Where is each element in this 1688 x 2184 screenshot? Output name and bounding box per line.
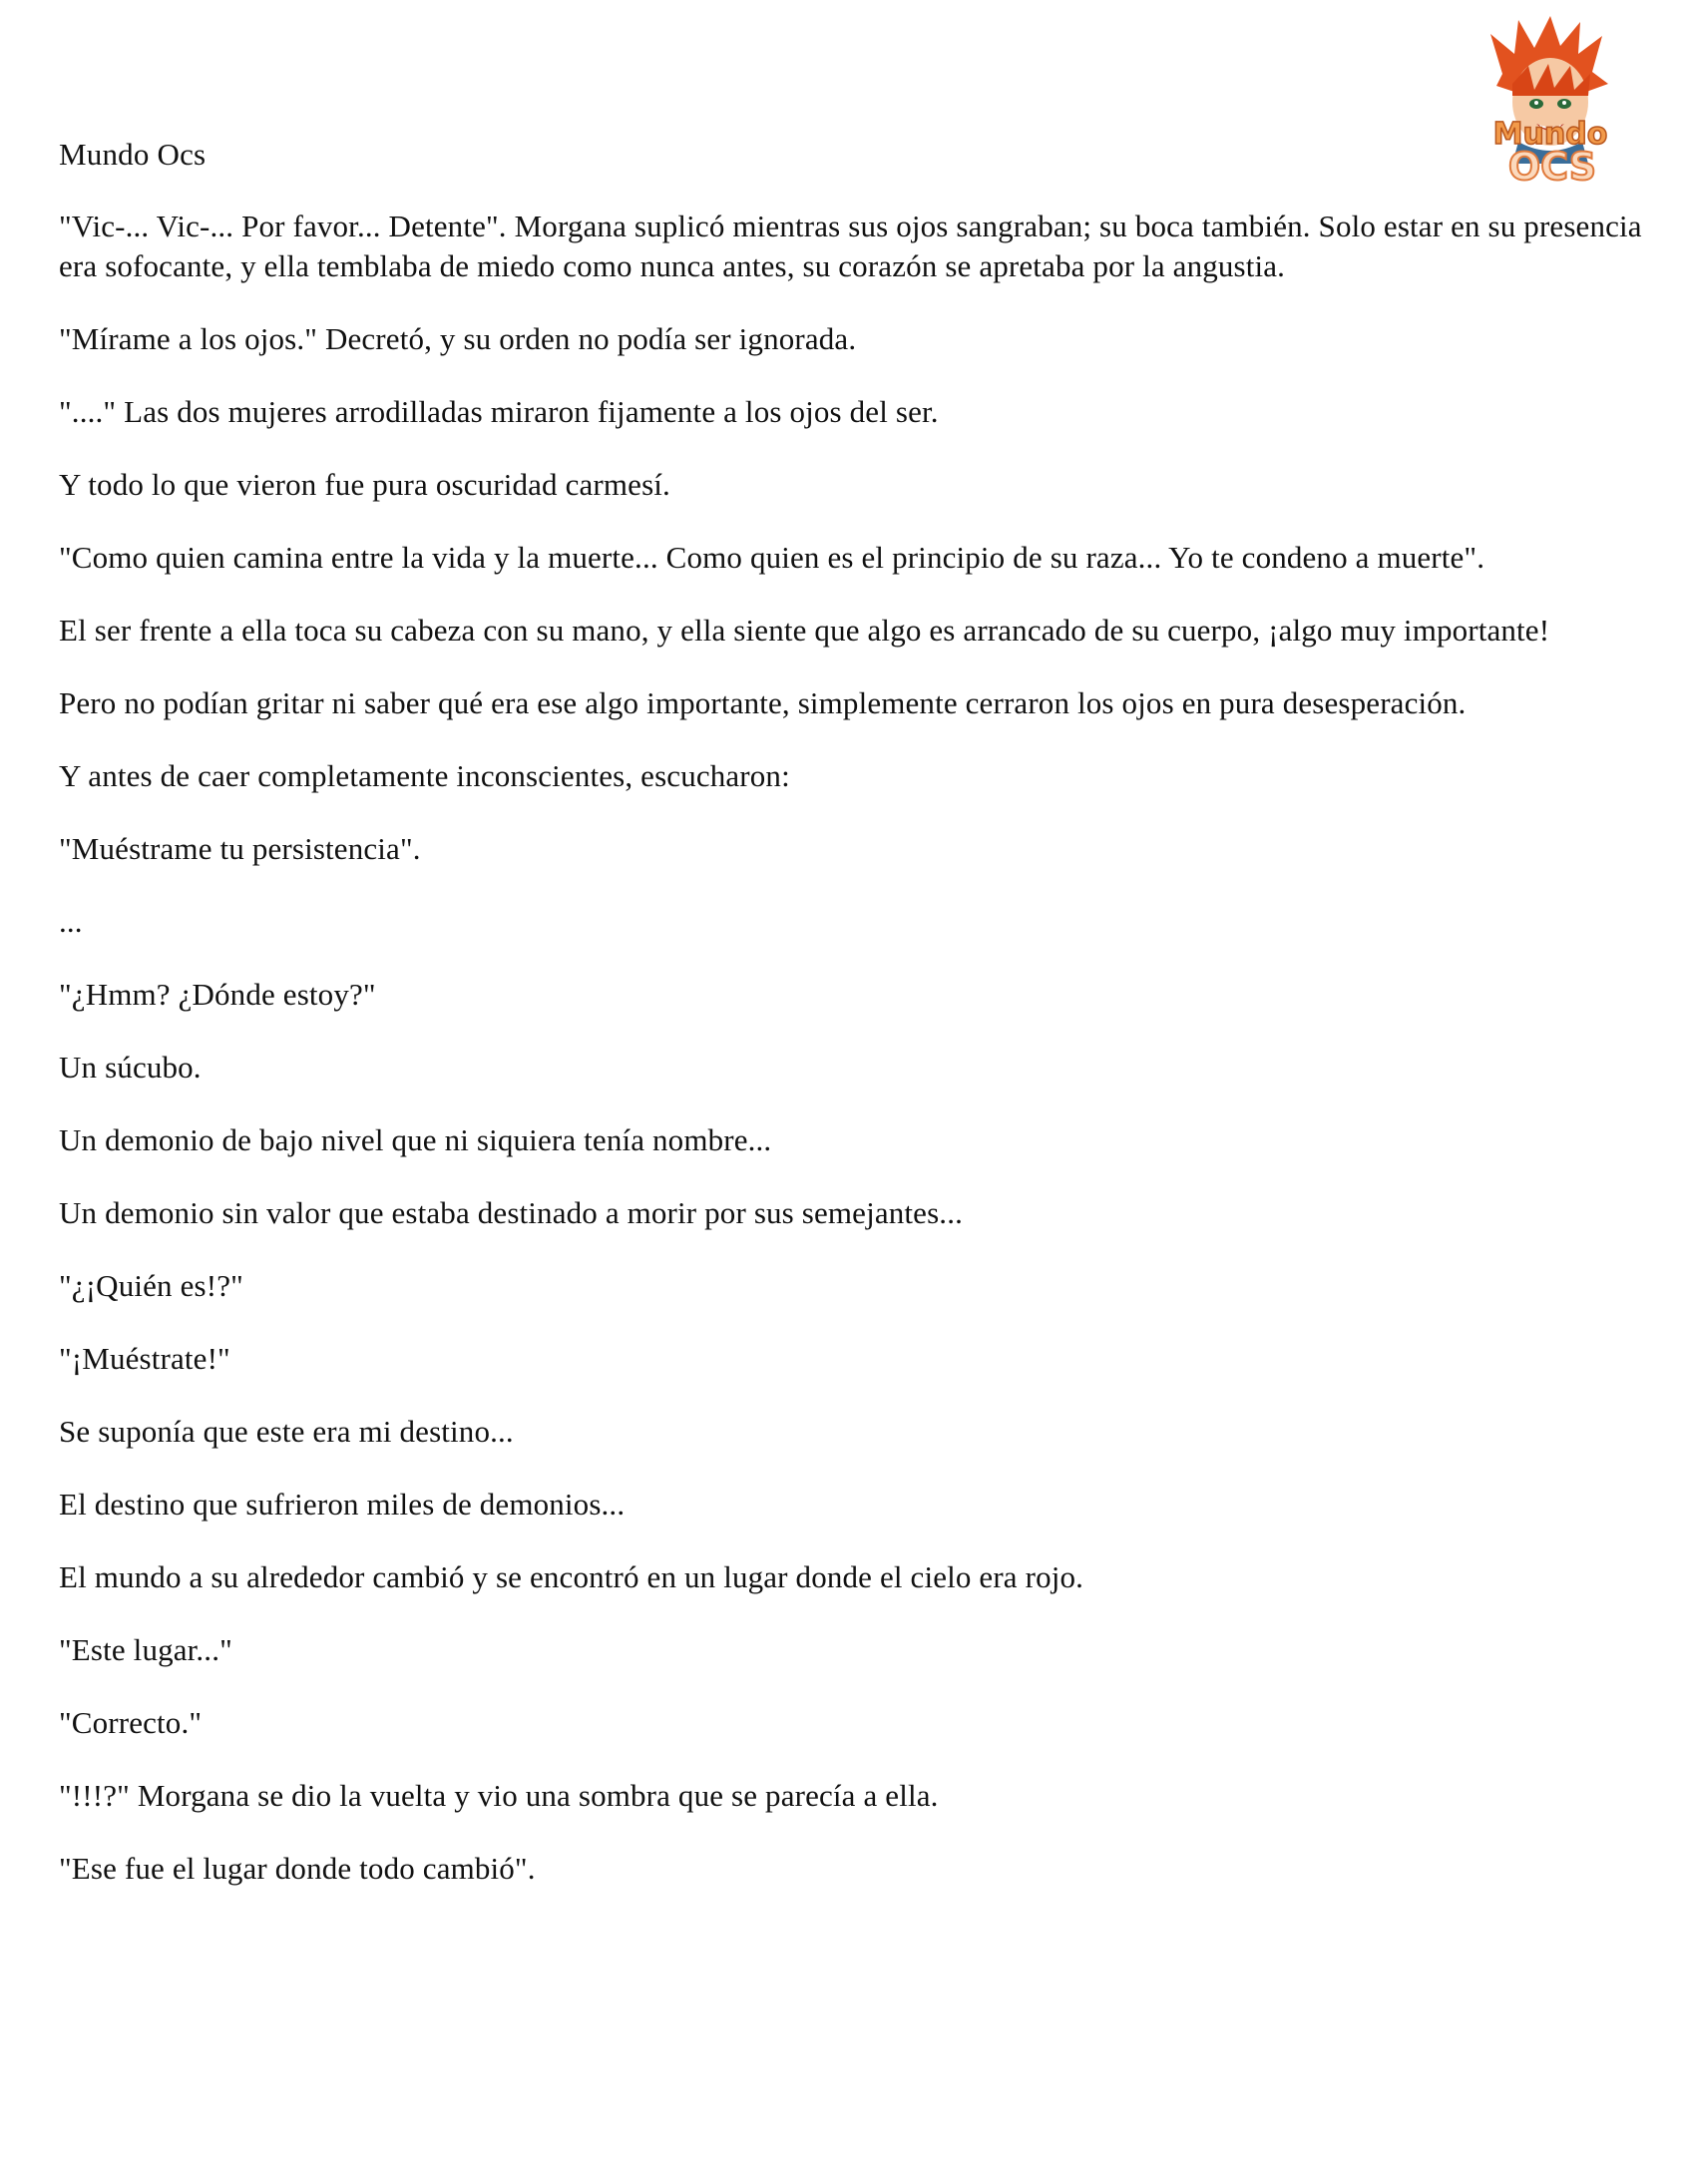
paragraph: "!!!?" Morgana se dio la vuelta y vio una sombra que se parecía a ella. (59, 1778, 939, 1813)
svg-text:Mundo: Mundo (1492, 117, 1608, 152)
paragraph: "...." Las dos mujeres arrodilladas miraron fijamente a los ojos del ser. (59, 394, 939, 429)
paragraph: Pero no podían gritar ni saber qué era ese algo importante, simplemente cerraron los ojos en pura desesperación. (59, 685, 1467, 720)
paragraph: Un demonio sin valor que estaba destinado a morir por sus semejantes... (59, 1195, 964, 1230)
paragraph: Un demonio de bajo nivel que ni siquiera tenía nombre... (59, 1122, 772, 1157)
paragraph: "Muéstrame tu persistencia". (59, 831, 421, 866)
paragraph: "Como quien camina entre la vida y la muerte... Como quien es el principio de su raza... Yo te condeno a muerte". (59, 540, 1485, 575)
paragraph: "Vic-... Vic-... Por favor... Detente". Morgana suplicó mientras sus ojos sangraban; su boca también. Solo estar en su presencia era sofocante, y ella temblaba de miedo como nunca antes, su corazón se apretaba por la angustia. (59, 209, 1642, 283)
story-text (59, 207, 1645, 1922)
paragraph: ... (59, 904, 83, 939)
svg-text:OCS: OCS (1507, 145, 1597, 189)
paragraph: Un súcubo. (59, 1050, 202, 1085)
mundo-ocs-logo (1463, 14, 1638, 190)
paragraph: Y antes de caer completamente inconscientes, escucharon: (59, 758, 790, 793)
paragraph: "¡Muéstrate!" (59, 1341, 230, 1376)
paragraph: Se suponía que este era mi destino... (59, 1414, 514, 1449)
paragraph: El mundo a su alrededor cambió y se encontró en un lugar donde el cielo era rojo. (59, 1559, 1084, 1594)
paragraph: "Correcto." (59, 1705, 203, 1740)
paragraph: El ser frente a ella toca su cabeza con su mano, y ella siente que algo es arrancado de su cuerpo, ¡algo muy importante! (59, 613, 1550, 648)
paragraph: El destino que sufrieron miles de demonios... (59, 1487, 626, 1522)
paragraph: "Mírame a los ojos." Decretó, y su orden no podía ser ignorada. (59, 321, 857, 356)
paragraph: "Ese fue el lugar donde todo cambió". (59, 1851, 536, 1886)
site-label: Mundo Ocs (59, 137, 207, 172)
paragraph: "Este lugar..." (59, 1632, 232, 1667)
paragraph: "¿Hmm? ¿Dónde estoy?" (59, 977, 376, 1012)
paragraph: Y todo lo que vieron fue pura oscuridad carmesí. (59, 467, 670, 502)
paragraph: "¿¡Quién es!?" (59, 1268, 243, 1303)
